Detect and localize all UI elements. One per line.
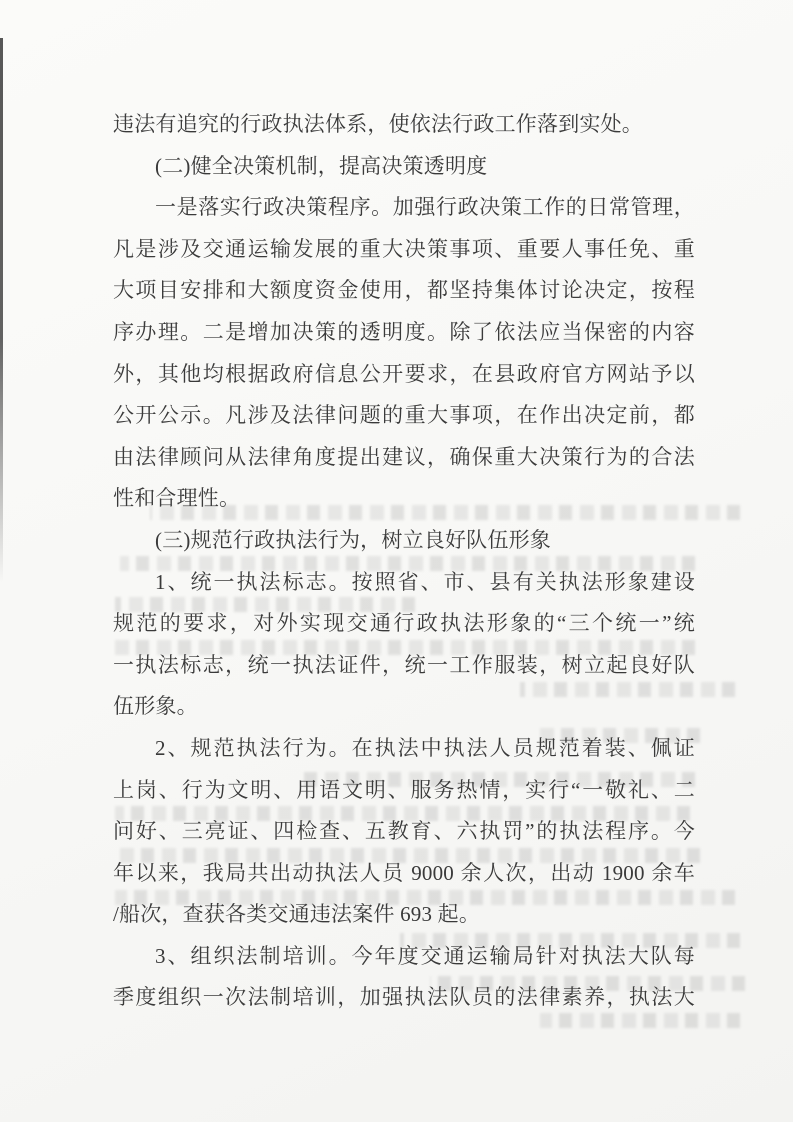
text-line: /船次，查获各类交通违法案件 693 起。 <box>113 902 481 927</box>
document-text-block <box>113 104 695 1019</box>
scan-edge-artifact <box>0 38 3 583</box>
text-line: 由法律顾问从法律角度提出建议，确保重大决策行为的合法 <box>113 444 695 469</box>
text-line: 大项目安排和大额度资金使用，都坚持集体讨论决定，按程 <box>113 278 695 303</box>
text-line: 季度组织一次法制培训，加强执法队员的法律素养，执法大 <box>113 985 695 1010</box>
section-heading-2: (二)健全决策机制，提高决策透明度 <box>155 153 488 178</box>
text-line: 问好、三亮证、四检查、五教育、六执罚”的执法程序。今 <box>113 819 695 844</box>
text-line: 年以来，我局共出动执法人员 9000 余人次，出动 1900 余车 <box>113 860 695 885</box>
text-line: 外，其他均根据政府信息公开要求，在县政府官方网站予以 <box>113 361 695 386</box>
text-line: 序办理。二是增加决策的透明度。除了依法应当保密的内容 <box>113 319 695 344</box>
text-line: 一执法标志，统一执法证件，统一工作服装，树立起良好队 <box>113 652 695 677</box>
text-line: 性和合理性。 <box>113 486 241 511</box>
text-line: 一是落实行政决策程序。加强行政决策工作的日常管理， <box>155 195 695 220</box>
section-heading-3: (三)规范行政执法行为，树立良好队伍形象 <box>155 527 551 552</box>
text-line: 规范的要求，对外实现交通行政执法形象的“三个统一”统 <box>113 611 695 636</box>
text-line: 伍形象。 <box>113 694 198 719</box>
list-item-2-line: 2、规范执法行为。在执法中执法人员规范着装、佩证 <box>155 735 695 760</box>
list-item-3-line: 3、组织法制培训。今年度交通运输局针对执法大队每 <box>155 943 695 968</box>
list-item-1-line: 1、统一执法标志。按照省、市、县有关执法形象建设 <box>155 569 695 594</box>
text-line: 公开公示。凡涉及法律问题的重大事项，在作出决定前，都 <box>113 403 695 428</box>
text-line: 违法有追究的行政执法体系，使依法行政工作落到实处。 <box>113 112 643 136</box>
text-line: 上岗、行为文明、用语文明、服务热情，实行“一敬礼、二 <box>113 777 695 802</box>
text-line: 凡是涉及交通运输发展的重大决策事项、重要人事任免、重 <box>113 236 695 261</box>
